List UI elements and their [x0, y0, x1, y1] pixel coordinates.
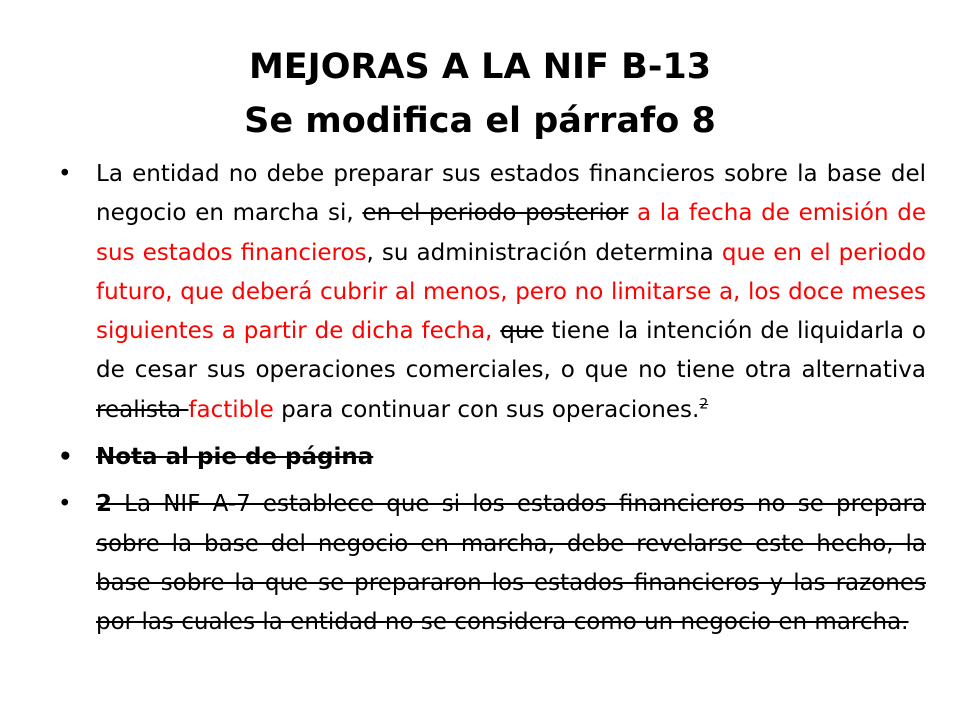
bullet-icon: • [58, 491, 72, 518]
bullet-list [56, 155, 926, 651]
slide-title [90, 40, 870, 148]
footnote-heading-text: Nota al pie de página [96, 444, 374, 471]
footnote-body-text: La NIF A-7 establece que si los estados financieros no se prepara sobre la base del negocio en marcha, debe revelarse este hecho, la base sobre la que se prepararon los estados financieros y las razones por las cuales la entidad no se considera como un negocio en marcha. [96, 491, 926, 636]
text-segment: , su administración determina [366, 239, 722, 266]
footnote-marker: 2 [699, 396, 709, 413]
text-segment: para continuar con sus operaciones. [273, 396, 700, 423]
inserted-text-segment: factible [188, 396, 274, 423]
bullet-icon: • [58, 161, 72, 187]
text-segment: tiene la intención de liquidarla o de cesar sus operaciones comerciales, o que no tiene otra alternativa [96, 318, 926, 384]
text-segment: La entidad no debe preparar sus estados financieros sobre la base del negocio en marcha si, [96, 161, 926, 227]
title-line-1: MEJORAS A LA NIF B-13 [248, 47, 712, 87]
footnote-number: 2 [96, 491, 113, 518]
bullet-icon: • [58, 444, 73, 471]
struck-text-segment: que [500, 318, 544, 345]
list-item-main-paragraph [56, 155, 926, 430]
struck-text-segment: en el periodo posterior [362, 200, 629, 227]
inserted-text-segment: a la fecha de emisión de sus estados financieros [96, 200, 926, 266]
inserted-text-segment: que en el periodo futuro, que deberá cubrir al menos, pero no limitarse a, los doce meses siguientes a partir de dicha fecha, [96, 239, 927, 345]
title-line-2: Se modifica el párrafo 8 [244, 101, 716, 141]
list-item-footnote-text [56, 485, 926, 642]
struck-text-segment: realista [96, 396, 189, 423]
list-item-footnote-heading [56, 438, 926, 477]
